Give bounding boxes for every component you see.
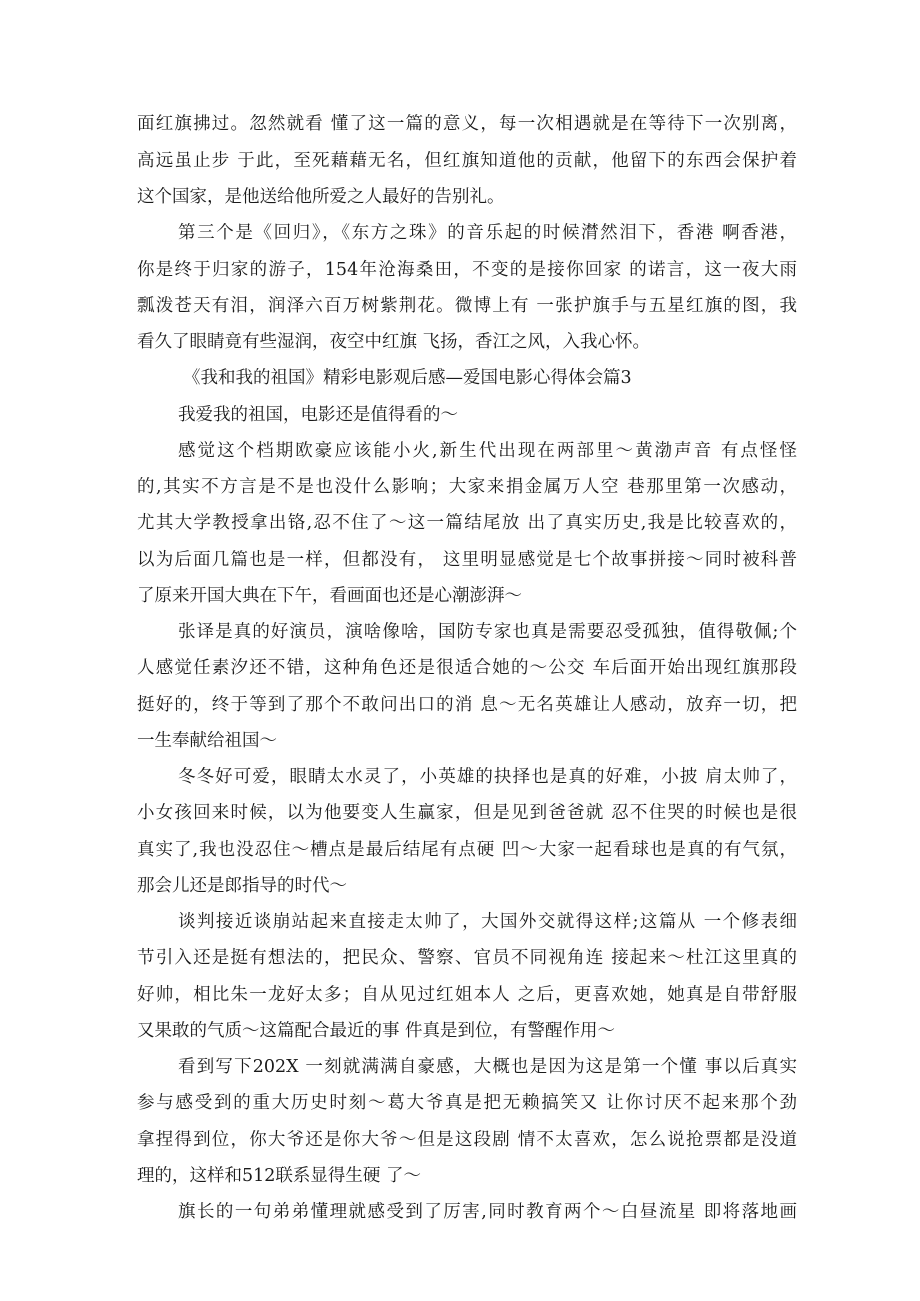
text-line: 好帅，相比朱一龙好太多；自从见过红姐本人 之后，更喜欢她，她真是自带舒服: [137, 985, 797, 1005]
text-line: 参与感受到的重大历史时刻～葛大爷真是把无赖搞笑又 让你讨厌不起来那个劲: [137, 1093, 797, 1113]
text-line: 以为后面几篇也是一样，但都没有， 这里明显感觉是七个故事拼接～同时被科普: [137, 550, 797, 570]
text-line: 真实了,我也没忍住～槽点是最后结尾有点硬 凹～大家一起看球也是真的有气氛，: [137, 840, 797, 860]
text-line: 第三个是《回归》，《东方之珠》的音乐起的时候潸然泪下，香港 啊香港，: [178, 223, 797, 243]
text-line: 那会儿还是郎指导的时代～: [137, 876, 347, 896]
text-line: 这个国家，是他送给他所爱之人最好的告别礼。: [137, 187, 505, 207]
text-line: 面红旗拂过。忽然就看 懂了这一篇的意义，每一次相遇就是在等待下一次别离，: [137, 114, 797, 134]
text-line: 高远虽止步 于此，至死藉藉无名，但红旗知道他的贡献，他留下的东西会保护着: [137, 151, 797, 171]
text-line: 小女孩回来时候，以为他要变人生赢家，但是见到爸爸就 忍不住哭的时候也是很: [137, 803, 797, 823]
text-line: 的,其实不方言是不是也没什么影响；大家来捐金属万人空 巷那里第一次感动，: [137, 477, 797, 497]
text-line: 尤其大学教授拿出铬,忍不住了～这一篇结尾放 出了真实历史,我是比较喜欢的，: [137, 513, 797, 533]
text-line: 看到写下202X 一刻就满满自豪感，大概也是因为这是第一个懂 事以后真实: [178, 1057, 797, 1077]
text-line: 拿捏得到位，你大爷还是你大爷～但是这段剧 情不太喜欢，怎么说抢票都是没道: [137, 1130, 797, 1150]
text-line: 我爱我的祖国，电影还是值得看的～: [178, 405, 458, 425]
text-line: 谈判接近谈崩站起来直接走太帅了，大国外交就得这样;这篇从 一个修表细: [178, 912, 797, 932]
text-line: 又果敢的气质～这篇配合最近的事 件真是到位，有警醒作用～: [137, 1021, 616, 1041]
section-heading: 《我和我的祖国》精彩电影观后感—爱国电影心得体会篇3: [183, 368, 632, 388]
text-line: 感觉这个档期欧豪应该能小火,新生代出现在两部里～黄渤声音 有点怪怪: [178, 441, 797, 461]
text-line: 挺好的，终于等到了那个不敢问出口的消 息～无名英雄让人感动，放弃一切，把: [137, 695, 797, 715]
text-line: 理的，这样和512联系显得生硬 了～: [137, 1166, 421, 1186]
text-line: 瓢泼苍天有泪，润泽六百万树紫荆花。微博上有 一张护旗手与五星红旗的图，我: [137, 296, 797, 316]
text-line: 冬冬好可爱，眼睛太水灵了，小英雄的抉择也是真的好难，小披 肩太帅了，: [178, 767, 797, 787]
text-line: 看久了眼睛竟有些湿润，夜空中红旗 飞扬，香江之风，入我心怀。: [137, 332, 651, 352]
text-line: 一生奉献给祖国～: [137, 731, 277, 751]
text-line: 节引入还是挺有想法的，把民众、警察、官员不同视角连 接起来～杜江这里真的: [137, 948, 797, 968]
text-line: 张译是真的好演员，演啥像啥，国防专家也真是需要忍受孤独，值得敬佩;个: [178, 622, 797, 642]
text-line: 了原来开国大典在下午，看画面也还是心潮澎湃～: [137, 586, 522, 606]
text-line: 你是终于归家的游子，154年沧海桑田，不变的是接你回家 的诺言，这一夜大雨: [137, 260, 797, 280]
text-line: 人感觉任素汐还不错，这种角色还是很适合她的～公交 车后面开始出现红旗那段: [137, 658, 797, 678]
text-line: 旗长的一句弟弟懂理就感受到了厉害,同时教育两个～白昼流星 即将落地画: [178, 1202, 797, 1222]
